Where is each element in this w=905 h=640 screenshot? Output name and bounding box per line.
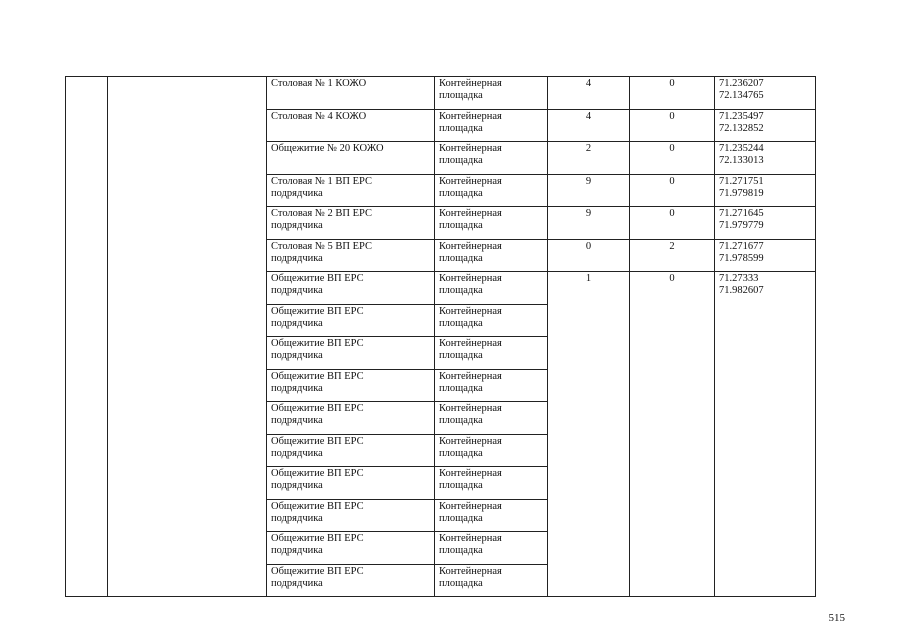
site-type-cell: [435, 174, 548, 207]
site-type-cell-line: площадка: [439, 90, 483, 101]
site-type-cell-line: площадка: [439, 220, 483, 231]
object-name-cell-line: Столовая № 4 КОЖО: [271, 110, 367, 122]
site-type-cell: [435, 434, 548, 467]
site-type-cell: [435, 467, 548, 500]
coordinates-cell-line: 71.235497: [719, 110, 764, 122]
container-count-cell: 9: [548, 174, 630, 207]
coordinates-cell: [715, 142, 816, 175]
object-name-cell-line: Столовая № 1 КОЖО: [271, 78, 367, 89]
site-type-cell-line: площадка: [439, 350, 483, 361]
site-type-cell-line: Контейнерная: [439, 78, 502, 89]
object-name-cell: [267, 369, 435, 402]
object-name-cell: [267, 142, 435, 175]
site-type-cell: [435, 304, 548, 337]
site-type-cell: [435, 337, 548, 370]
container-count-cell: 2: [548, 142, 630, 175]
container-count-cell: 4: [548, 109, 630, 142]
coordinates-cell-line: 71.27333: [719, 273, 759, 284]
object-name-cell: [267, 207, 435, 240]
site-type-cell-line: Контейнерная: [439, 208, 502, 219]
object-name-cell-line: подрядчика: [271, 512, 323, 524]
container-count-cell: 4: [548, 77, 630, 110]
site-type-cell: [435, 272, 548, 305]
object-name-cell-line: подрядчика: [271, 480, 323, 491]
object-name-cell: [267, 174, 435, 207]
bunker-count-cell: 0: [630, 174, 715, 207]
site-type-cell-line: площадка: [439, 382, 483, 394]
object-name-cell: [267, 304, 435, 337]
object-name-cell-line: подрядчика: [271, 317, 323, 329]
object-name-cell: [267, 109, 435, 142]
object-name-cell-line: подрядчика: [271, 252, 323, 264]
object-name-cell-line: подрядчика: [271, 187, 323, 199]
coordinates-cell-line: 71.271645: [719, 208, 764, 219]
coordinates-cell-line: 71.271677: [719, 240, 764, 252]
object-name-cell: [267, 337, 435, 370]
site-type-cell-line: площадка: [439, 512, 483, 524]
site-type-cell-line: площадка: [439, 480, 483, 491]
object-name-cell-line: Общежитие ВП ЕРС: [271, 305, 364, 317]
object-name-cell: [267, 467, 435, 500]
coordinates-cell-line: 71.978599: [719, 252, 764, 264]
site-type-cell-line: Контейнерная: [439, 175, 502, 187]
bunker-count-cell: 0: [630, 207, 715, 240]
site-type-cell-line: Контейнерная: [439, 305, 502, 317]
site-type-cell-line: площадка: [439, 545, 483, 556]
container-count-cell: 1: [548, 272, 630, 597]
object-name-cell: [267, 272, 435, 305]
site-type-cell-line: площадка: [439, 252, 483, 264]
site-type-cell-line: Контейнерная: [439, 468, 502, 479]
site-type-cell: [435, 207, 548, 240]
container-count-cell: 9: [548, 207, 630, 240]
site-type-cell: [435, 564, 548, 597]
coordinates-cell-line: 71.982607: [719, 285, 764, 296]
object-name-cell-line: Общежитие ВП ЕРС: [271, 403, 364, 414]
object-name-cell: [267, 402, 435, 435]
site-type-cell-line: площадка: [439, 285, 483, 296]
object-name-cell-line: подрядчика: [271, 220, 323, 231]
object-name-cell-line: подрядчика: [271, 285, 323, 296]
coordinates-cell: [715, 77, 816, 110]
object-name-cell: [267, 239, 435, 272]
site-type-cell-line: площадка: [439, 122, 483, 134]
object-name-cell-line: Общежитие ВП ЕРС: [271, 565, 364, 577]
bunker-count-cell: 0: [630, 142, 715, 175]
object-name-cell-line: Общежитие ВП ЕРС: [271, 468, 364, 479]
site-type-cell-line: Контейнерная: [439, 338, 502, 349]
object-name-cell: [267, 499, 435, 532]
site-type-cell: [435, 499, 548, 532]
bunker-count-cell: 0: [630, 109, 715, 142]
coordinates-cell: [715, 109, 816, 142]
container-count-cell: 0: [548, 239, 630, 272]
group-cell: [108, 77, 267, 597]
object-name-cell: [267, 564, 435, 597]
object-name-cell-line: Общежитие ВП ЕРС: [271, 435, 364, 447]
site-type-cell-line: площадка: [439, 447, 483, 459]
object-name-cell-line: Общежитие № 20 КОЖО: [271, 143, 384, 154]
object-name-cell-line: Столовая № 1 ВП ЕРС: [271, 175, 372, 187]
object-name-cell-line: Общежитие ВП ЕРС: [271, 533, 364, 544]
site-type-cell-line: Контейнерная: [439, 533, 502, 544]
coordinates-cell-line: 71.235244: [719, 143, 764, 154]
site-type-cell-line: Контейнерная: [439, 500, 502, 512]
object-name-cell-line: Общежитие ВП ЕРС: [271, 370, 364, 382]
site-type-cell: [435, 532, 548, 565]
coordinates-cell: [715, 174, 816, 207]
table-row: [66, 77, 816, 110]
coordinates-cell-line: 72.132852: [719, 122, 764, 134]
site-type-cell: [435, 369, 548, 402]
object-name-cell-line: подрядчика: [271, 350, 323, 361]
coordinates-cell-line: 71.271751: [719, 175, 764, 187]
site-type-cell-line: Контейнерная: [439, 565, 502, 577]
object-name-cell: [267, 77, 435, 110]
bunker-count-cell: 0: [630, 77, 715, 110]
index-cell: [66, 77, 108, 597]
object-name-cell-line: Общежитие ВП ЕРС: [271, 338, 364, 349]
site-type-cell: [435, 77, 548, 110]
object-name-cell-line: подрядчика: [271, 447, 323, 459]
coordinates-cell: [715, 272, 816, 597]
object-name-cell-line: Столовая № 5 ВП ЕРС: [271, 240, 372, 252]
site-type-cell-line: Контейнерная: [439, 110, 502, 122]
site-type-cell-line: площадка: [439, 155, 483, 166]
site-type-cell-line: Контейнерная: [439, 240, 502, 252]
coordinates-cell-line: 72.133013: [719, 155, 764, 166]
object-name-cell-line: Общежитие ВП ЕРС: [271, 273, 364, 284]
site-type-cell: [435, 142, 548, 175]
object-name-cell-line: подрядчика: [271, 415, 323, 426]
table-body: [66, 77, 816, 597]
bunker-count-cell: 2: [630, 239, 715, 272]
object-name-cell: [267, 434, 435, 467]
object-name-cell: [267, 532, 435, 565]
coordinates-cell: [715, 207, 816, 240]
site-type-cell-line: площадка: [439, 317, 483, 329]
site-type-cell-line: Контейнерная: [439, 403, 502, 414]
site-type-cell-line: площадка: [439, 187, 483, 199]
site-type-cell-line: Контейнерная: [439, 435, 502, 447]
site-type-cell-line: Контейнерная: [439, 370, 502, 382]
site-type-cell-line: площадка: [439, 577, 483, 589]
coordinates-cell-line: 72.134765: [719, 90, 764, 101]
site-type-cell: [435, 239, 548, 272]
coordinates-cell: [715, 239, 816, 272]
coordinates-cell-line: 71.236207: [719, 78, 764, 89]
object-name-cell-line: подрядчика: [271, 382, 323, 394]
site-type-cell: [435, 402, 548, 435]
page-number: 515: [828, 612, 845, 624]
coordinates-cell-line: 71.979819: [719, 187, 764, 199]
bunker-count-cell: 0: [630, 272, 715, 597]
object-name-cell-line: подрядчика: [271, 577, 323, 589]
site-type-cell-line: Контейнерная: [439, 273, 502, 284]
site-type-cell-line: Контейнерная: [439, 143, 502, 154]
object-name-cell-line: Общежитие ВП ЕРС: [271, 500, 364, 512]
site-type-cell-line: площадка: [439, 415, 483, 426]
object-name-cell-line: Столовая № 2 ВП ЕРС: [271, 208, 372, 219]
coordinates-cell-line: 71.979779: [719, 220, 764, 231]
site-type-cell: [435, 109, 548, 142]
object-name-cell-line: подрядчика: [271, 545, 323, 556]
waste-sites-table: [65, 76, 816, 597]
